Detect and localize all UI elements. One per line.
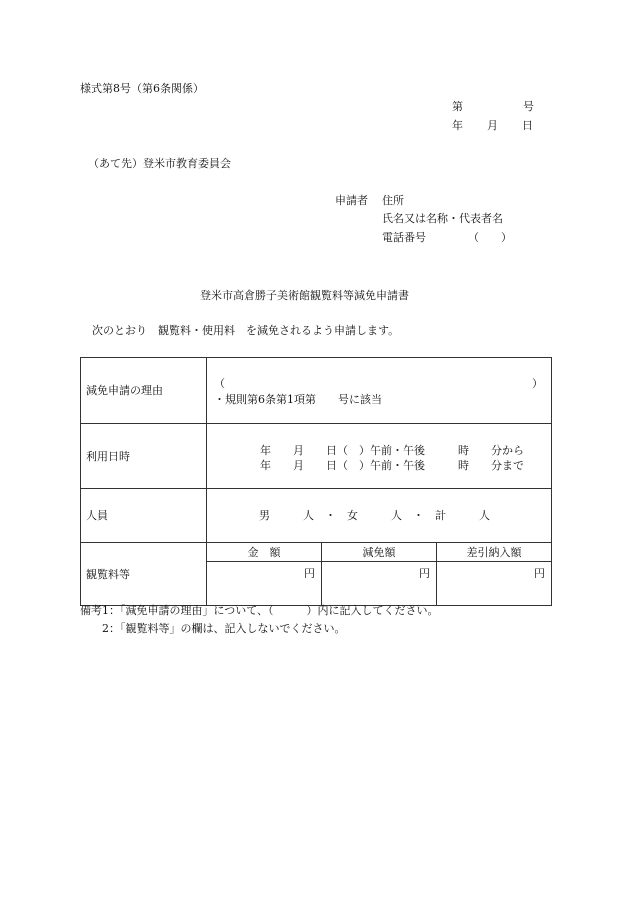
reason-rule-text: ・規則第6条第1項第 号に該当	[214, 393, 382, 406]
form-number: 様式第8号（第6条関係）	[80, 82, 204, 95]
applicant-address: 住所	[382, 194, 404, 207]
reason-open-paren: （	[214, 377, 225, 390]
fee-label: 観覧料等	[81, 543, 207, 606]
note-1: 備考1：「減免申請の理由」について、（ ）内に記入してください。	[80, 604, 439, 617]
intro-text: 次のとおり 観覧料・使用料 を減免されるよう申請します。	[92, 324, 400, 337]
reason-label: 減免申請の理由	[81, 358, 207, 424]
usage-label: 利用日時	[81, 424, 207, 489]
people-field[interactable]	[207, 489, 552, 543]
usage-row	[81, 424, 552, 489]
date-day: 日	[522, 119, 533, 132]
date-month: 月	[487, 119, 498, 132]
people-row	[81, 489, 552, 543]
fee-net-field[interactable]: 円	[437, 562, 552, 606]
people-count: 男 人 ・ 女 人 ・ 計 人	[259, 509, 490, 522]
doc-number-suffix: 号	[523, 100, 534, 113]
applicant-name: 氏名又は名称・代表者名	[382, 212, 503, 225]
doc-number-prefix: 第	[452, 100, 463, 113]
fee-amount-header: 金 額	[207, 543, 322, 562]
reason-row	[81, 358, 552, 424]
usage-until: 年 月 日（ ）午前・午後 時 分まで	[260, 459, 524, 472]
applicant-phone: 電話番号	[382, 231, 426, 244]
usage-field[interactable]	[207, 424, 552, 489]
date-year: 年	[452, 119, 463, 132]
usage-from: 年 月 日（ ）午前・午後 時 分から	[260, 444, 524, 457]
applicant-phone-paren: （ ）	[468, 231, 512, 244]
fee-reduction-field[interactable]: 円	[322, 562, 437, 606]
note-2: 2：「観覧料等」の欄は、記入しないでください。	[102, 622, 346, 635]
reason-field[interactable]	[207, 358, 552, 424]
people-label: 人員	[81, 489, 207, 543]
document-title: 登米市高倉勝子美術館観覧料等減免申請書	[200, 289, 409, 302]
application-table	[80, 357, 552, 606]
fee-reduction-header: 減免額	[322, 543, 437, 562]
applicant-label: 申請者	[335, 194, 368, 207]
reason-close-paren: ）	[532, 377, 544, 390]
fee-header-row	[81, 543, 552, 562]
addressee: （あて先）登米市教育委員会	[88, 157, 231, 170]
fee-amount-field[interactable]: 円	[207, 562, 322, 606]
fee-net-header: 差引納入額	[437, 543, 552, 562]
